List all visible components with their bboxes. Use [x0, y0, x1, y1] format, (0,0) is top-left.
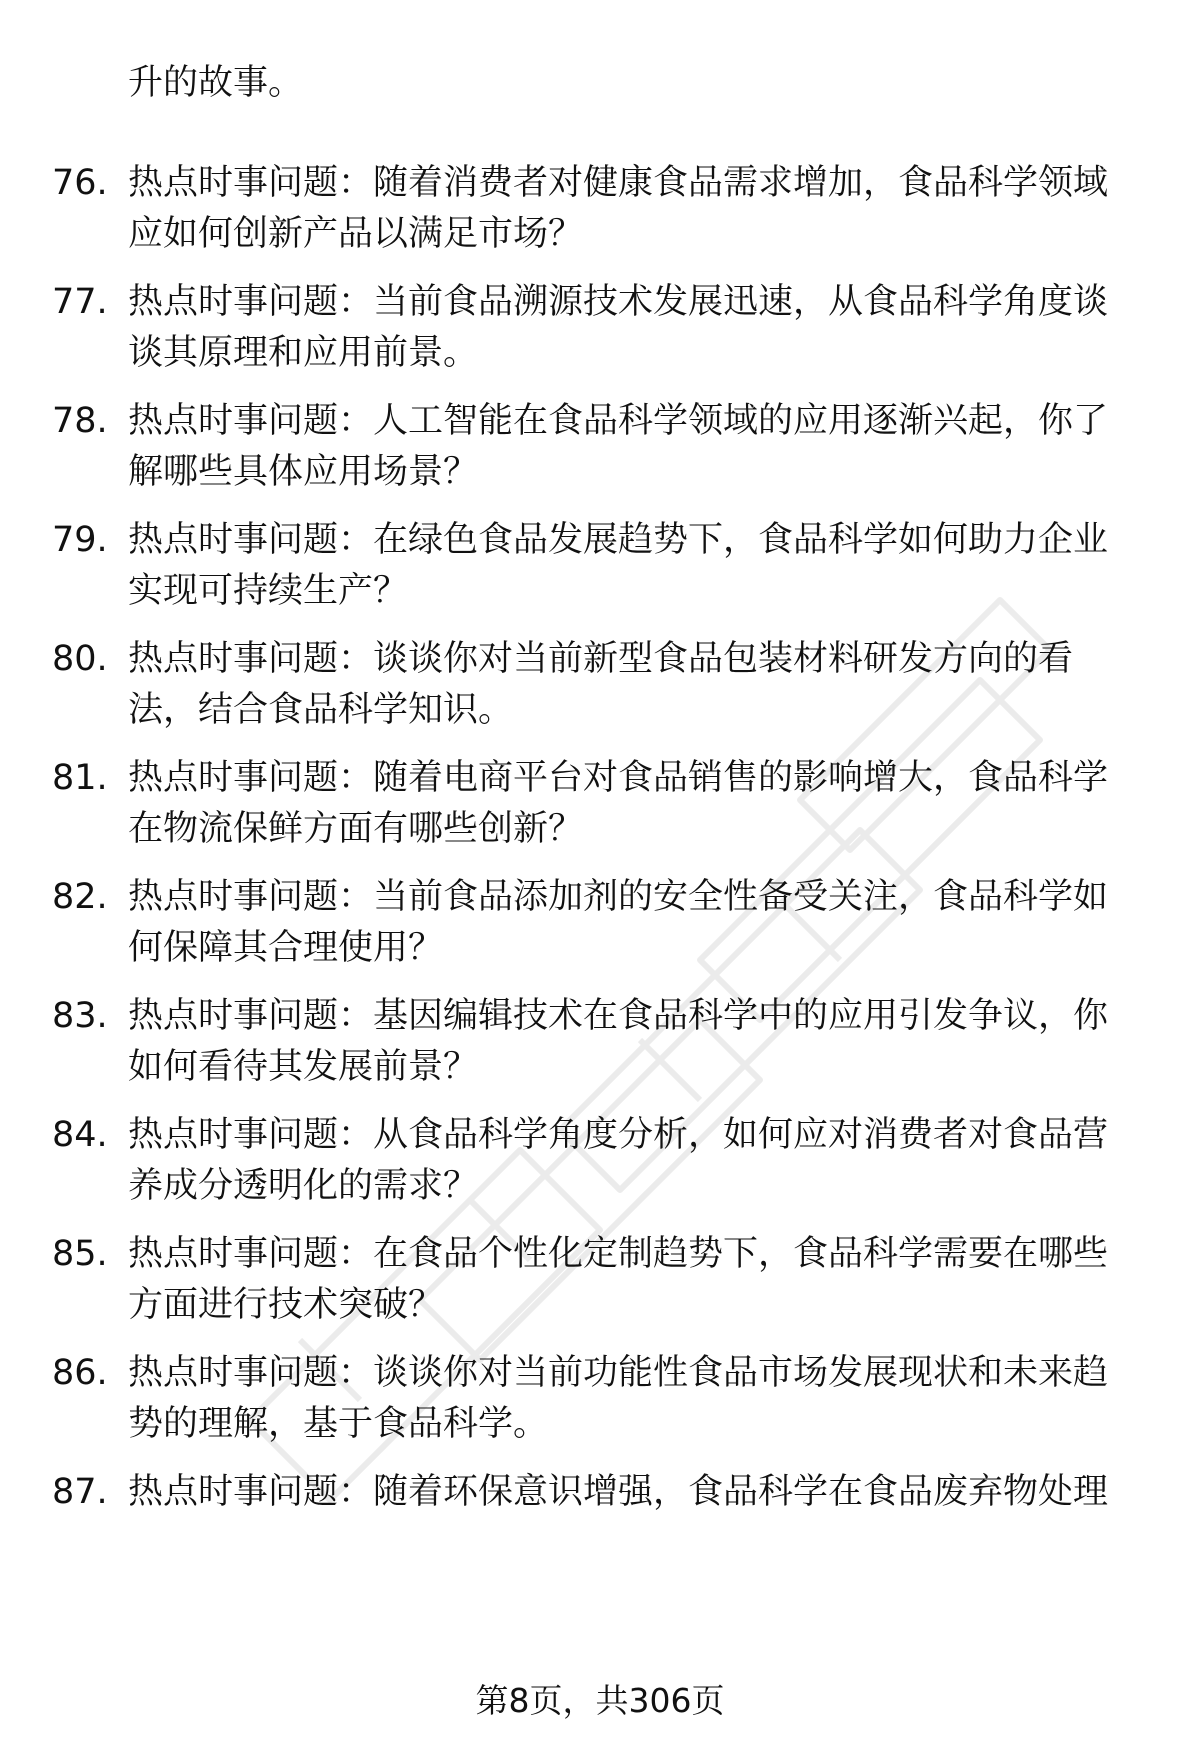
item-number: 78.	[52, 401, 108, 441]
item-text-line: 热点时事问题：谈谈你对当前功能性食品市场发展现状和未来趋	[128, 1353, 1109, 1393]
item-text-line: 热点时事问题：从食品科学角度分析，如何应对消费者对食品营	[128, 1115, 1109, 1155]
item-text-line: 热点时事问题：人工智能在食品科学领域的应用逐渐兴起，你了	[128, 401, 1109, 441]
item-text-line: 在物流保鲜方面有哪些创新？	[128, 809, 584, 849]
item-text-line: 热点时事问题：随着电商平台对食品销售的影响增大，食品科学	[128, 758, 1109, 798]
item-text-line: 热点时事问题：基因编辑技术在食品科学中的应用引发争议，你	[128, 996, 1109, 1036]
item-text-line: 养成分透明化的需求？	[128, 1166, 479, 1206]
item-text-line: 势的理解，基于食品科学。	[128, 1404, 549, 1444]
page-footer: 第8页，共306页	[475, 1681, 725, 1720]
item-number: 77.	[52, 282, 108, 322]
item-text-line: 法，结合食品科学知识。	[128, 690, 514, 730]
item-text-line: 热点时事问题：随着消费者对健康食品需求增加，食品科学领域	[128, 163, 1109, 203]
continuation-text: 升的故事。	[128, 63, 304, 103]
item-text-line: 方面进行技术突破？	[128, 1285, 444, 1325]
item-number: 84.	[52, 1115, 108, 1155]
item-text-line: 何保障其合理使用？	[128, 928, 444, 968]
item-number: 86.	[52, 1353, 108, 1393]
item-text-line: 应如何创新产品以满足市场？	[128, 214, 584, 254]
item-number: 79.	[52, 520, 108, 560]
item-text-line: 热点时事问题：当前食品溯源技术发展迅速，从食品科学角度谈	[128, 282, 1109, 322]
item-text-line: 热点时事问题：随着环保意识增强，食品科学在食品废弃物处理	[128, 1472, 1109, 1512]
item-text-line: 热点时事问题：当前食品添加剂的安全性备受关注，食品科学如	[128, 877, 1109, 917]
item-text-line: 热点时事问题：谈谈你对当前新型食品包装材料研发方向的看	[128, 639, 1074, 679]
item-number: 81.	[52, 758, 108, 798]
item-text-line: 如何看待其发展前景？	[128, 1047, 479, 1087]
item-number: 87.	[52, 1472, 108, 1512]
item-number: 76.	[52, 163, 108, 203]
item-text-line: 解哪些具体应用场景？	[128, 452, 479, 492]
item-text-line: 实现可持续生产？	[128, 571, 409, 611]
item-number: 83.	[52, 996, 108, 1036]
item-number: 82.	[52, 877, 108, 917]
item-number: 85.	[52, 1234, 108, 1274]
item-text-line: 热点时事问题：在绿色食品发展趋势下，食品科学如何助力企业	[128, 520, 1109, 560]
item-text-line: 热点时事问题：在食品个性化定制趋势下，食品科学需要在哪些	[128, 1234, 1109, 1274]
item-text-line: 谈其原理和应用前景。	[128, 333, 479, 373]
item-number: 80.	[52, 639, 108, 679]
